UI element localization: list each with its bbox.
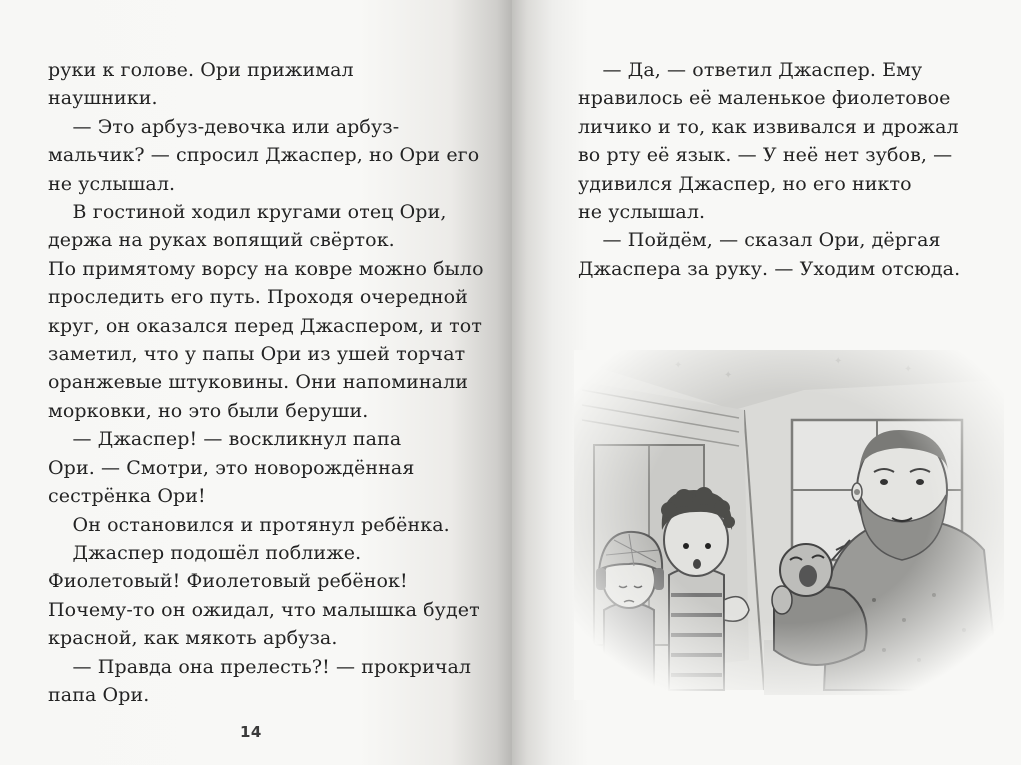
illustration xyxy=(574,350,1004,700)
text-line: Джаспер подошёл поближе. xyxy=(48,541,362,564)
text-line: Фиолетовый! Фиолетовый ребёнок! xyxy=(48,570,408,593)
paragraph xyxy=(48,56,488,113)
text-line: не услышал. xyxy=(578,201,706,224)
text-line: во рту её язык. — У неё нет зубов, — xyxy=(578,144,953,167)
text-line: красной, как мякоть арбуза. xyxy=(48,627,338,650)
paragraph xyxy=(578,56,998,226)
text-line: удивился Джаспер, но его никто xyxy=(578,172,912,195)
right-page xyxy=(512,0,1021,765)
text-line: личико и то, как извивался и дрожал xyxy=(578,115,959,138)
paragraph xyxy=(48,653,488,710)
text-line: В гостиной ходил кругами отец Ори, xyxy=(48,201,447,224)
illustration-drawing xyxy=(574,350,1004,700)
paragraph xyxy=(48,425,488,510)
text-line: Почему-то он ожидал, что малышка будет xyxy=(48,598,480,621)
paragraph xyxy=(48,113,488,198)
text-line: По примятому ворсу на ковре можно было xyxy=(48,257,484,280)
text-line: не услышал. xyxy=(48,172,176,195)
text-line: заметил, что у папы Ори из ушей торчат xyxy=(48,343,466,366)
text-line: морковки, но это были беруши. xyxy=(48,399,369,422)
text-line: круг, он оказался перед Джаспером, и тот xyxy=(48,314,482,337)
page-number: 14 xyxy=(240,723,262,741)
text-line: мальчик? — спросил Джаспер, но Ори его xyxy=(48,144,480,167)
text-line: руки к голове. Ори прижимал xyxy=(48,59,354,81)
text-line: нравилось её маленькое фиолетовое xyxy=(578,87,951,110)
text-line: наушники. xyxy=(48,87,158,110)
text-line: Он остановился и протянул ребёнка. xyxy=(48,513,450,536)
text-line: оранжевые штуковины. Они напоминали xyxy=(48,371,469,394)
text-line: — Да, — ответил Джаспер. Ему xyxy=(578,59,923,81)
text-line: папа Ори. xyxy=(48,683,150,706)
paragraph xyxy=(48,198,488,425)
paragraph xyxy=(48,511,488,539)
text-line: Джаспера за руку. — Уходим отсюда. xyxy=(578,257,961,280)
left-page-text xyxy=(48,56,488,709)
text-line: — Это арбуз-девочка или арбуз- xyxy=(48,115,400,138)
text-line: — Пойдём, — сказал Ори, дёргая xyxy=(578,229,941,252)
text-line: Ори. — Смотри, это новорождённая xyxy=(48,456,415,479)
text-line: — Джаспер! — воскликнул папа xyxy=(48,428,402,451)
text-line: — Правда она прелесть?! — прокричал xyxy=(48,655,472,678)
paragraph xyxy=(578,226,998,283)
text-line: держа на руках вопящий свёрток. xyxy=(48,229,395,252)
paragraph xyxy=(48,539,488,653)
text-line: сестрёнка Ори! xyxy=(48,485,206,508)
text-line: проследить его путь. Проходя очередной xyxy=(48,286,468,309)
right-page-text xyxy=(578,56,998,283)
